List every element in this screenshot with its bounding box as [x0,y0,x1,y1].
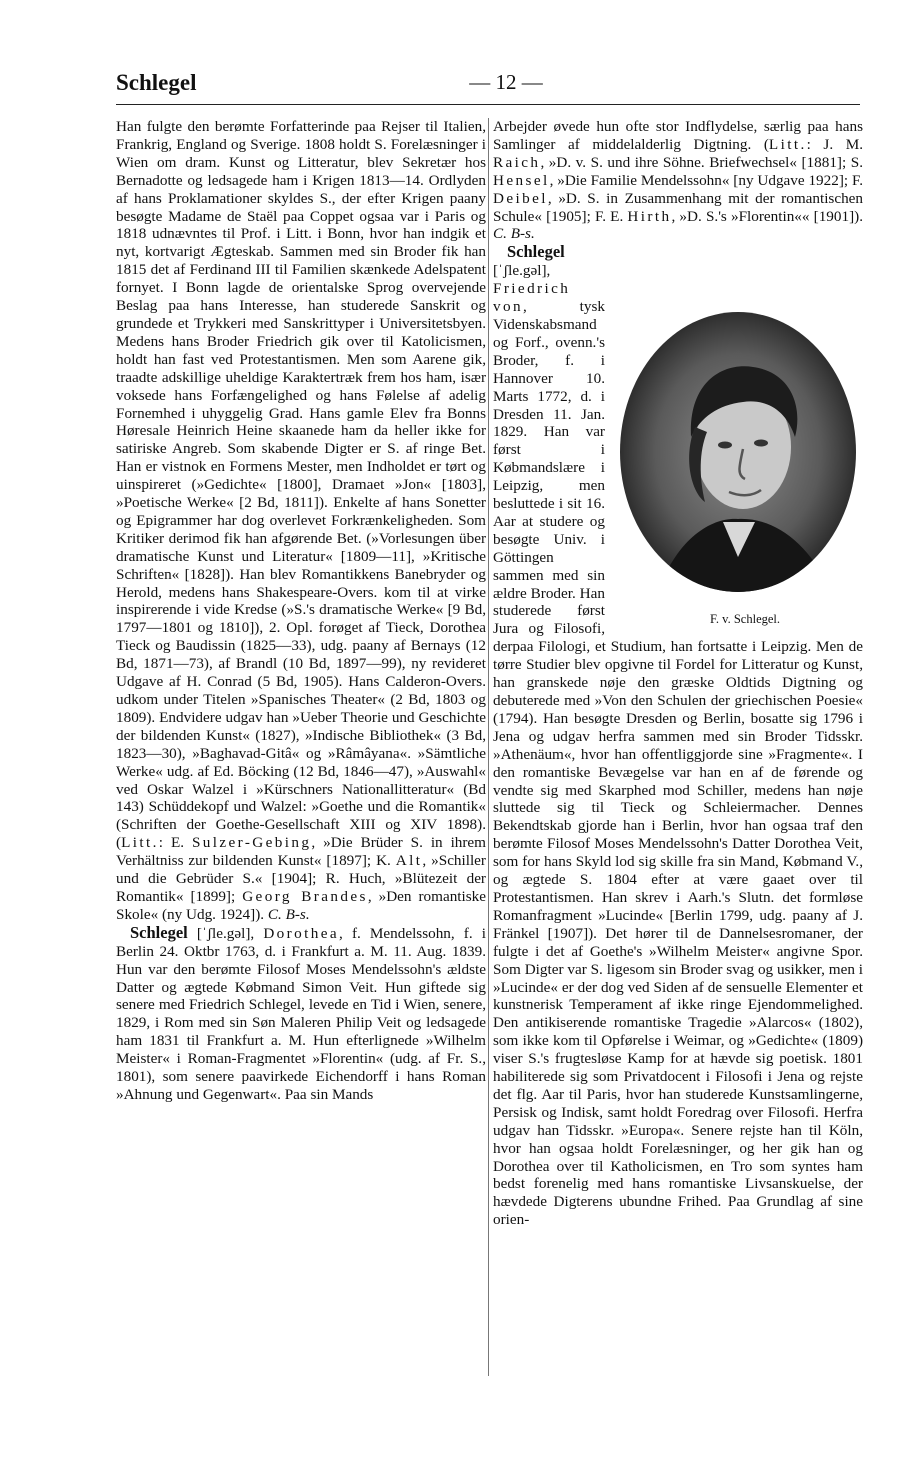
author-signature: C. B-s. [493,225,535,243]
headword: Schlegel [130,922,188,942]
given-name: Dorothea [263,924,340,942]
author-name: Sulzer-Gebing [191,834,312,852]
portrait-engraving [613,307,863,607]
author-signature: C. B-s. [267,905,310,923]
left-column [116,118,486,1104]
author-name: Alt [395,852,423,870]
headword: Schlegel [507,242,565,262]
litt-label: Litt. [768,135,807,153]
entry-dorothea-schlegel: Schlegel [ˈʃle.gəl], Dorothea, f. Mendelssohn, f. i Berlin 24. Oktbr 1763, d. i Frankfurt a. M. 11. Aug. 1839. Hun var den berømte Filosof Moses Mendelssohn's ældste Datter og ægtede Købmand Simon Veit. Hun giftede sig senere med Friedrich Schlegel, levede en Tid i Wien, senere, 1829, i Rom med sin Søn Maleren Philip Veit og ledsagede ham 1831 til Frankfurt a. M. Hun efterlignede »Wilhelm Meister« i Roman-Fragmentet »Florentin« (udg. af Fr. S., 1801), som senere paavirkede Eichendorff i hans Roman »Ahnung und Gegenwart«. Paa sin Mands [116,922,486,1103]
running-head-title: Schlegel [116,70,197,95]
portrait-caption: F. v. Schlegel. [709,612,781,627]
author-name: Hensel [493,171,550,189]
right-column [493,118,863,1229]
author-name: Georg Brandes [242,887,368,905]
header-rule [116,104,860,105]
pronunciation: [ˈʃle.gəl], [493,262,551,280]
portrait-figure [613,307,863,627]
page-number: — 12 — [469,70,543,94]
entry-continuation-august-wilhelm: Han fulgte den berømte Forfatterinde paa Rejser til Italien, Frankrig, England og Sverige. 1808 holdt S. Forelæsninger i Wien om dram. Kunst og Litteratur, blev Sekretær hos Bernadotte og ledsagede ham i Krigen 1813—14. Ordlyden af hans Proklamationer skyldes S., der efter Krigen paany besøgte Madame de Staël paa Coppet ogsaa var i Paris og 1818 udnævntes til Prof. i Litt. i Bonn, hvor han indgik et nyt, kortvarigt Ægteskab. Sammen med sin Broder fik han 1815 det af Ferdinand III til Familien skænkede Adelspatent fornyet. I Bonn lagde de orientalske Sprog overvejende Beslag paa hans Interesse, han studerede Sanskrit og grundede et Trykkeri med Sanskrittyper i Universitetsbyen. Medens hans Broder Friedrich gik over til Katolicismen, holdt han fast ved Protestantismen. Men som Aarene gik, traadte adskillige uheldige Karaktertræk frem hos ham, især voksede hans Forfængelighed og hans Følelse af adelig Fornemhed i uhyggelig Grad. Hans gamle Elev fra Bonns Høresale Heinrich Heine skaanede ham da heller ikke for satiriske Angreb. Som skabende Digter er S. af ringe Bet. Han er vistnok en Formens Mester, men Indholdet er tørt og uinspireret (»Gedichte« [1800], Dramaet »Jon« [1803], »Poetische Werke« [2 Bd, 1811]). Enkelte af hans Sonetter og Epigrammer har dog overlevet Forkrænkeligheden. Som Kritiker derimod fik han afgørende Bet. (»Vorlesungen über dramatische Kunst und Literatur« [1809—11], »Kritische Schriften« [1828]). Han blev Romantikkens Banebryder og Herold, medens hans Shakespeare-Overs. kom til at virke inspirerende i vide Kredse (»S.'s dramatische Werke« [9 Bd, 1797—1801 og 1810]), 2. Opl. forøget af Tieck, Dorothea Tieck og Baudissin (1825—33), udg. paany af Bernays (12 Bd, 1871—73), af Brandl (10 Bd, 1897—99), ny revideret Udgave af H. Conrad (5 Bd, 1905). Hans Calderon-Overs. udkom under Titelen »Spanisches Theater« (2 Bd, 1803 og 1809). Endvidere udgav han »Ueber Theorie und Geschichte der bildenden Kunst« (1827), »Indische Bibliothek« (3 Bd, 1823—30), »Baghavad-Gitâ« og »Râmâyana«. »Sämtliche Werke« udg. af Ed. Böcking (12 Bd, 1846—47), »Auswahl« ved Oskar Walzel i »Kürschners Nationallitteratur« (Bd 143) Schüddekopf und Walzel: »Goethe und die Romantik« (Schriften der Goethe-Gesellschaft XIII og XIV 1898). (Litt.: E. Sulzer-Gebing, »Die Brüder S. in ihrem Verhältniss zur bildenden Kunst« [1897]; K. Alt, »Schiller und die Gebrüder S.« [1904]; R. Huch, »Blütezeit der Romantik« [1899]; Georg Brandes, »Den romantiske Skole« (ny Udg. 1924]). C. B-s. [116,118,486,923]
pronunciation: [ˈʃle.gəl], [187,924,264,942]
author-name: Hirth [627,207,672,225]
author-name: Deibel [493,189,548,207]
litt-label: Litt. [121,834,159,852]
page-header [116,64,860,104]
given-name: Friedrich von [493,280,571,316]
column-divider [488,118,489,1376]
entry-friedrich-schlegel: F. v. Schlegel. Schlegel [ˈʃle.gəl], Friedrich von, tysk Videnskabsmand og Forf., ovenn.'s Broder, f. i Hannover 10. Marts 1772, d. i Dresden 11. Jan. 1829. Han var først i Købmandslære i Leipzig, men besluttede i sit 16. Aar at studere og besøgte Univ. i Göttingen sammen med sin ældre Broder. Han studerede først Jura og Filosofi, derpaa Filologi, et Studium, han fortsatte i Leipzig. Men de tørre Studier blev opgivne til Fordel for Litteratur og Kunst, han granskede nøje den græske Oldtids Digtning og debuterede med »Von den Schulen der griechischen Poesie« (1794). Han besøgte Dresden og Berlin, bosatte sig 1796 i Jena og udgav herfra sammen med sin Broder Tidsskr. »Athenäum«, hvor han offentliggjorde sine »Fragmente«. I den romantiske Bevægelse var han en af de førende og vendte sig med Skarphed mod Schiller, medens han nøje sluttede sig til Tieck og Schleiermacher. Dennes Bekendtskab gjorde han i Berlin, hvor han ogsaa traf den berømte Filosof Moses Mendelssohn's Datter Dorothea Veit, som for hans Skyld lod sig skille fra sin Mand, Købmand V., og ægtede S. 1804 efter at være gaaet over til Protestantismen. Han skrev i Aarh.'s Slutn. det formløse Romanfragment »Lucinde« [Berlin 1799, udg. paany af J. Fränkel [1907]). Det hører til de Dannelsesromaner, der fulgte i det af Goethe's »Wilhelm Meister« angivne Spor. Som Digter var S. ligesom sin Broder svag og usikker, men i »Lucinde« er der dog ved Siden af de sensuelle Elementer et kunstnerisk Temperament af ikke ringe Ejendommelighed. Den antikiserende romantiske Tragedie »Alarcos« (1802), som ikke kom til Opførelse i Weimar, og »Gedichte« (1809) viser S.'s frugtesløse Kamp for at hævde sig poetisk. 1801 habiliterede sig som Privatdocent i Filosofi i Jena og rejste det flg. Aar til Paris, hvor han studerede Kunstsamlingerne, Persisk og Indisk, samt holdt Foredrag over Filosofi. Herfra udgav han Tidsskr. »Europa«. Senere rejste han til Köln, hvor han ogsaa holdt Forelæsninger, og her gik han og Dorothea over til Katholicismen, en Tro som syntes ham bedst forenelig med hans romantiske Livsanskuelse, der hævdede Digterens ubundne Frihed. Paa Grundlag af sine orien- [493,242,863,1229]
author-name: Raich [493,153,541,171]
entry-continuation-dorothea: Arbejder øvede hun ofte stor Indflydelse, særlig paa hans Samlinger af middelalderlig Digtning. (Litt.: J. M. Raich, »D. v. S. und ihre Söhne. Briefwechsel« [1881]; S. Hensel, »Die Familie Mendelssohn« [ny Udgave 1922]; F. Deibel, »D. S. in Zusammenhang mit der romantischen Schule« [1905]; F. E. Hirth, »D. S.'s »Florentin«« [1901]). C. B-s. [493,118,863,243]
